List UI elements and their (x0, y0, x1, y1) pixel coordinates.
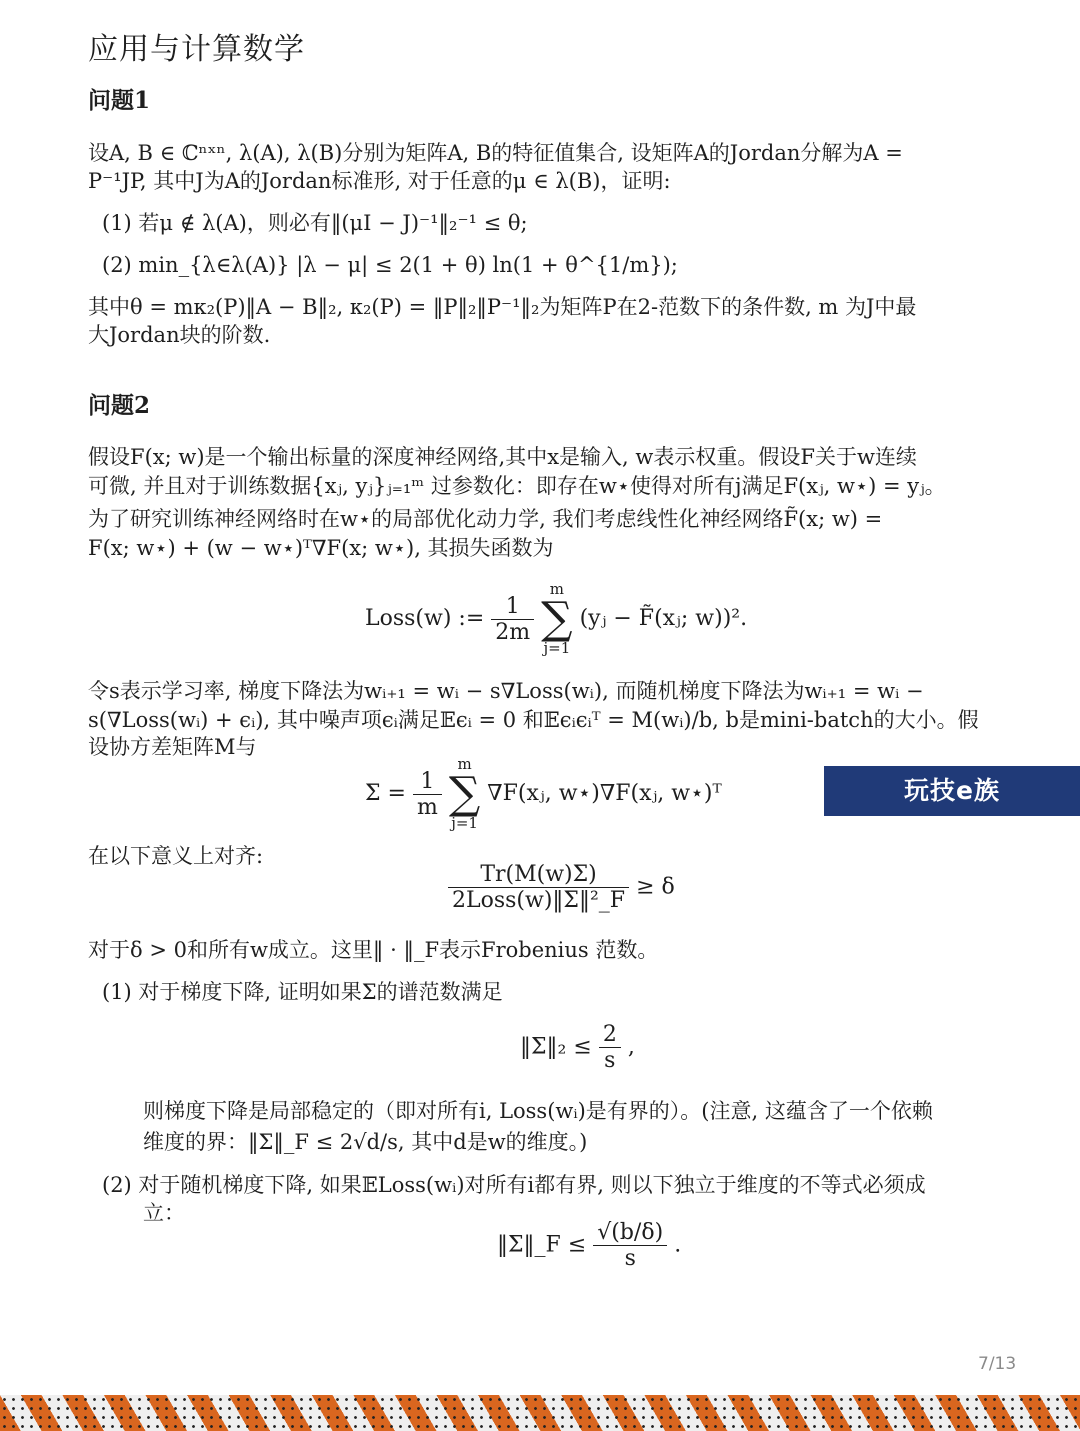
question2-line2: 立： (143, 1201, 185, 1225)
problem2-para2-line1: 令s表示学习率, 梯度下降法为wᵢ₊₁ = wᵢ − s∇Loss(wᵢ), 而随机梯度下降法为wᵢ₊₁ = wᵢ − (88, 679, 924, 703)
loss-sum-upper: m (549, 580, 564, 598)
sigma-lhs: Σ = (365, 781, 406, 806)
decorative-border-strip (0, 1395, 1080, 1431)
spectral-norm-inequality (520, 1022, 635, 1073)
loss-sum-lower: j=1 (543, 639, 571, 657)
alignment-inequality (448, 862, 675, 913)
alignment-denominator: 2Loss(w)‖Σ‖²_F (452, 888, 626, 913)
problem1-item1: (1) 若μ ∉ λ(A)，则必有‖(μI − J)⁻¹‖₂⁻¹ ≤ θ; (102, 211, 528, 235)
page-title: 应用与计算数学 (88, 32, 305, 67)
problem2-para2-line3: 设协方差矩阵M与 (88, 735, 257, 759)
problem1-intro-line2: P⁻¹JP, 其中J为A的Jordan标准形, 对于任意的μ ∈ λ(B)，证明: (88, 169, 671, 193)
sum-sign-icon: ∑ (541, 593, 573, 644)
problem1-note-line1: 其中θ = mκ₂(P)‖A − B‖₂, κ₂(P) = ‖P‖₂‖P⁻¹‖₂为矩阵P在2-范数下的条件数, m 为J中最 (88, 295, 917, 319)
sigma-rhs: ∇F(xⱼ, w⋆)∇F(xⱼ, w⋆)ᵀ (487, 781, 722, 806)
loss-equation (365, 582, 747, 656)
loss-fraction-numerator: 1 (491, 594, 534, 620)
spectral-numerator: 2 (599, 1022, 621, 1048)
problem2-para1-line2: 可微, 并且对于训练数据{xⱼ, yⱼ}ⱼ₌₁ᵐ 过参数化：即存在w⋆使得对所有j满足F(xⱼ, w⋆) = yⱼ。 (88, 474, 946, 498)
problem1-note-line2: 大Jordan块的阶数. (88, 323, 271, 347)
problem1-heading: 问题1 (88, 87, 151, 114)
sigma-fraction-denominator: m (416, 794, 438, 820)
problem2-heading: 问题2 (88, 392, 151, 419)
alignment-text: 在以下意义上对齐: (88, 844, 264, 868)
sigma-equation (365, 757, 722, 831)
spectral-lhs: ‖Σ‖₂ ≤ (520, 1034, 592, 1060)
loss-fraction-denominator: 2m (495, 619, 531, 645)
loss-sum (541, 582, 572, 656)
sigma-sum (449, 757, 480, 831)
frobenius-fraction (593, 1220, 667, 1271)
watermark-badge: 玩技e族 (824, 766, 1080, 816)
frobenius-note: 对于δ > 0和所有w成立。这里‖ · ‖_F表示Frobenius 范数。 (88, 938, 659, 962)
sigma-fraction-numerator: 1 (413, 769, 442, 795)
loss-rhs: (yⱼ − F̃(xⱼ; w))². (579, 606, 748, 631)
spectral-fraction (599, 1022, 621, 1073)
alignment-numerator: Tr(M(w)Σ) (448, 862, 629, 888)
problem2-para1-line4: F(x; w⋆) + (w − w⋆)ᵀ∇F(x; w⋆), 其损失函数为 (88, 536, 554, 560)
sigma-sum-lower: j=1 (451, 814, 478, 832)
question2-line1: (2) 对于随机梯度下降, 如果𝔼Loss(wᵢ)对所有i都有界, 则以下独立于维度的不等式必须成 (102, 1173, 926, 1197)
frobenius-inequality (497, 1220, 681, 1271)
page-number: 7/13 (978, 1354, 1017, 1374)
question1-conclusion-line2: 维度的界：‖Σ‖_F ≤ 2√d/s, 其中d是w的维度。) (143, 1130, 588, 1154)
question1-line: (1) 对于梯度下降, 证明如果Σ的谱范数满足 (102, 980, 503, 1004)
alignment-fraction (448, 862, 629, 913)
sigma-fraction (413, 769, 442, 820)
spectral-denominator: s (604, 1048, 616, 1073)
problem1-item2: (2) min_{λ∈λ(A)} |λ − μ| ≤ 2(1 + θ) ln(1 + θ^{1/m}); (102, 253, 678, 277)
frobenius-end: . (674, 1232, 682, 1258)
problem2-para2-line2: s(∇Loss(wᵢ) + ϵᵢ), 其中噪声项ϵᵢ满足𝔼ϵᵢ = 0 和𝔼ϵᵢϵᵢᵀ = M(wᵢ)/b, b是mini-batch的大小。假 (88, 708, 979, 732)
frobenius-denominator: s (624, 1246, 636, 1271)
spectral-end: , (627, 1034, 635, 1060)
sigma-sum-upper: m (457, 755, 472, 773)
problem2-para1-line1: 假设F(x; w)是一个输出标量的深度神经网络,其中x是输入, w表示权重。假设F关于w连续 (88, 445, 917, 469)
loss-fraction (491, 594, 534, 645)
frobenius-numerator: √(b/δ) (593, 1220, 667, 1246)
problem2-para1-line3: 为了研究训练神经网络时在w⋆的局部优化动力学, 我们考虑线性化神经网络F̃(x; w) = (88, 507, 883, 531)
frobenius-lhs: ‖Σ‖_F ≤ (497, 1232, 587, 1258)
question1-conclusion-line1: 则梯度下降是局部稳定的（即对所有i, Loss(wᵢ)是有界的）。(注意, 这蕴含了一个依赖 (143, 1099, 933, 1123)
problem1-intro-line1: 设A, B ∈ ℂⁿˣⁿ, λ(A), λ(B)分别为矩阵A, B的特征值集合, 设矩阵A的Jordan分解为A = (88, 141, 903, 165)
sum-sign-icon: ∑ (448, 768, 481, 819)
loss-lhs: Loss(w) := (365, 606, 485, 631)
alignment-rhs: ≥ δ (636, 874, 675, 900)
